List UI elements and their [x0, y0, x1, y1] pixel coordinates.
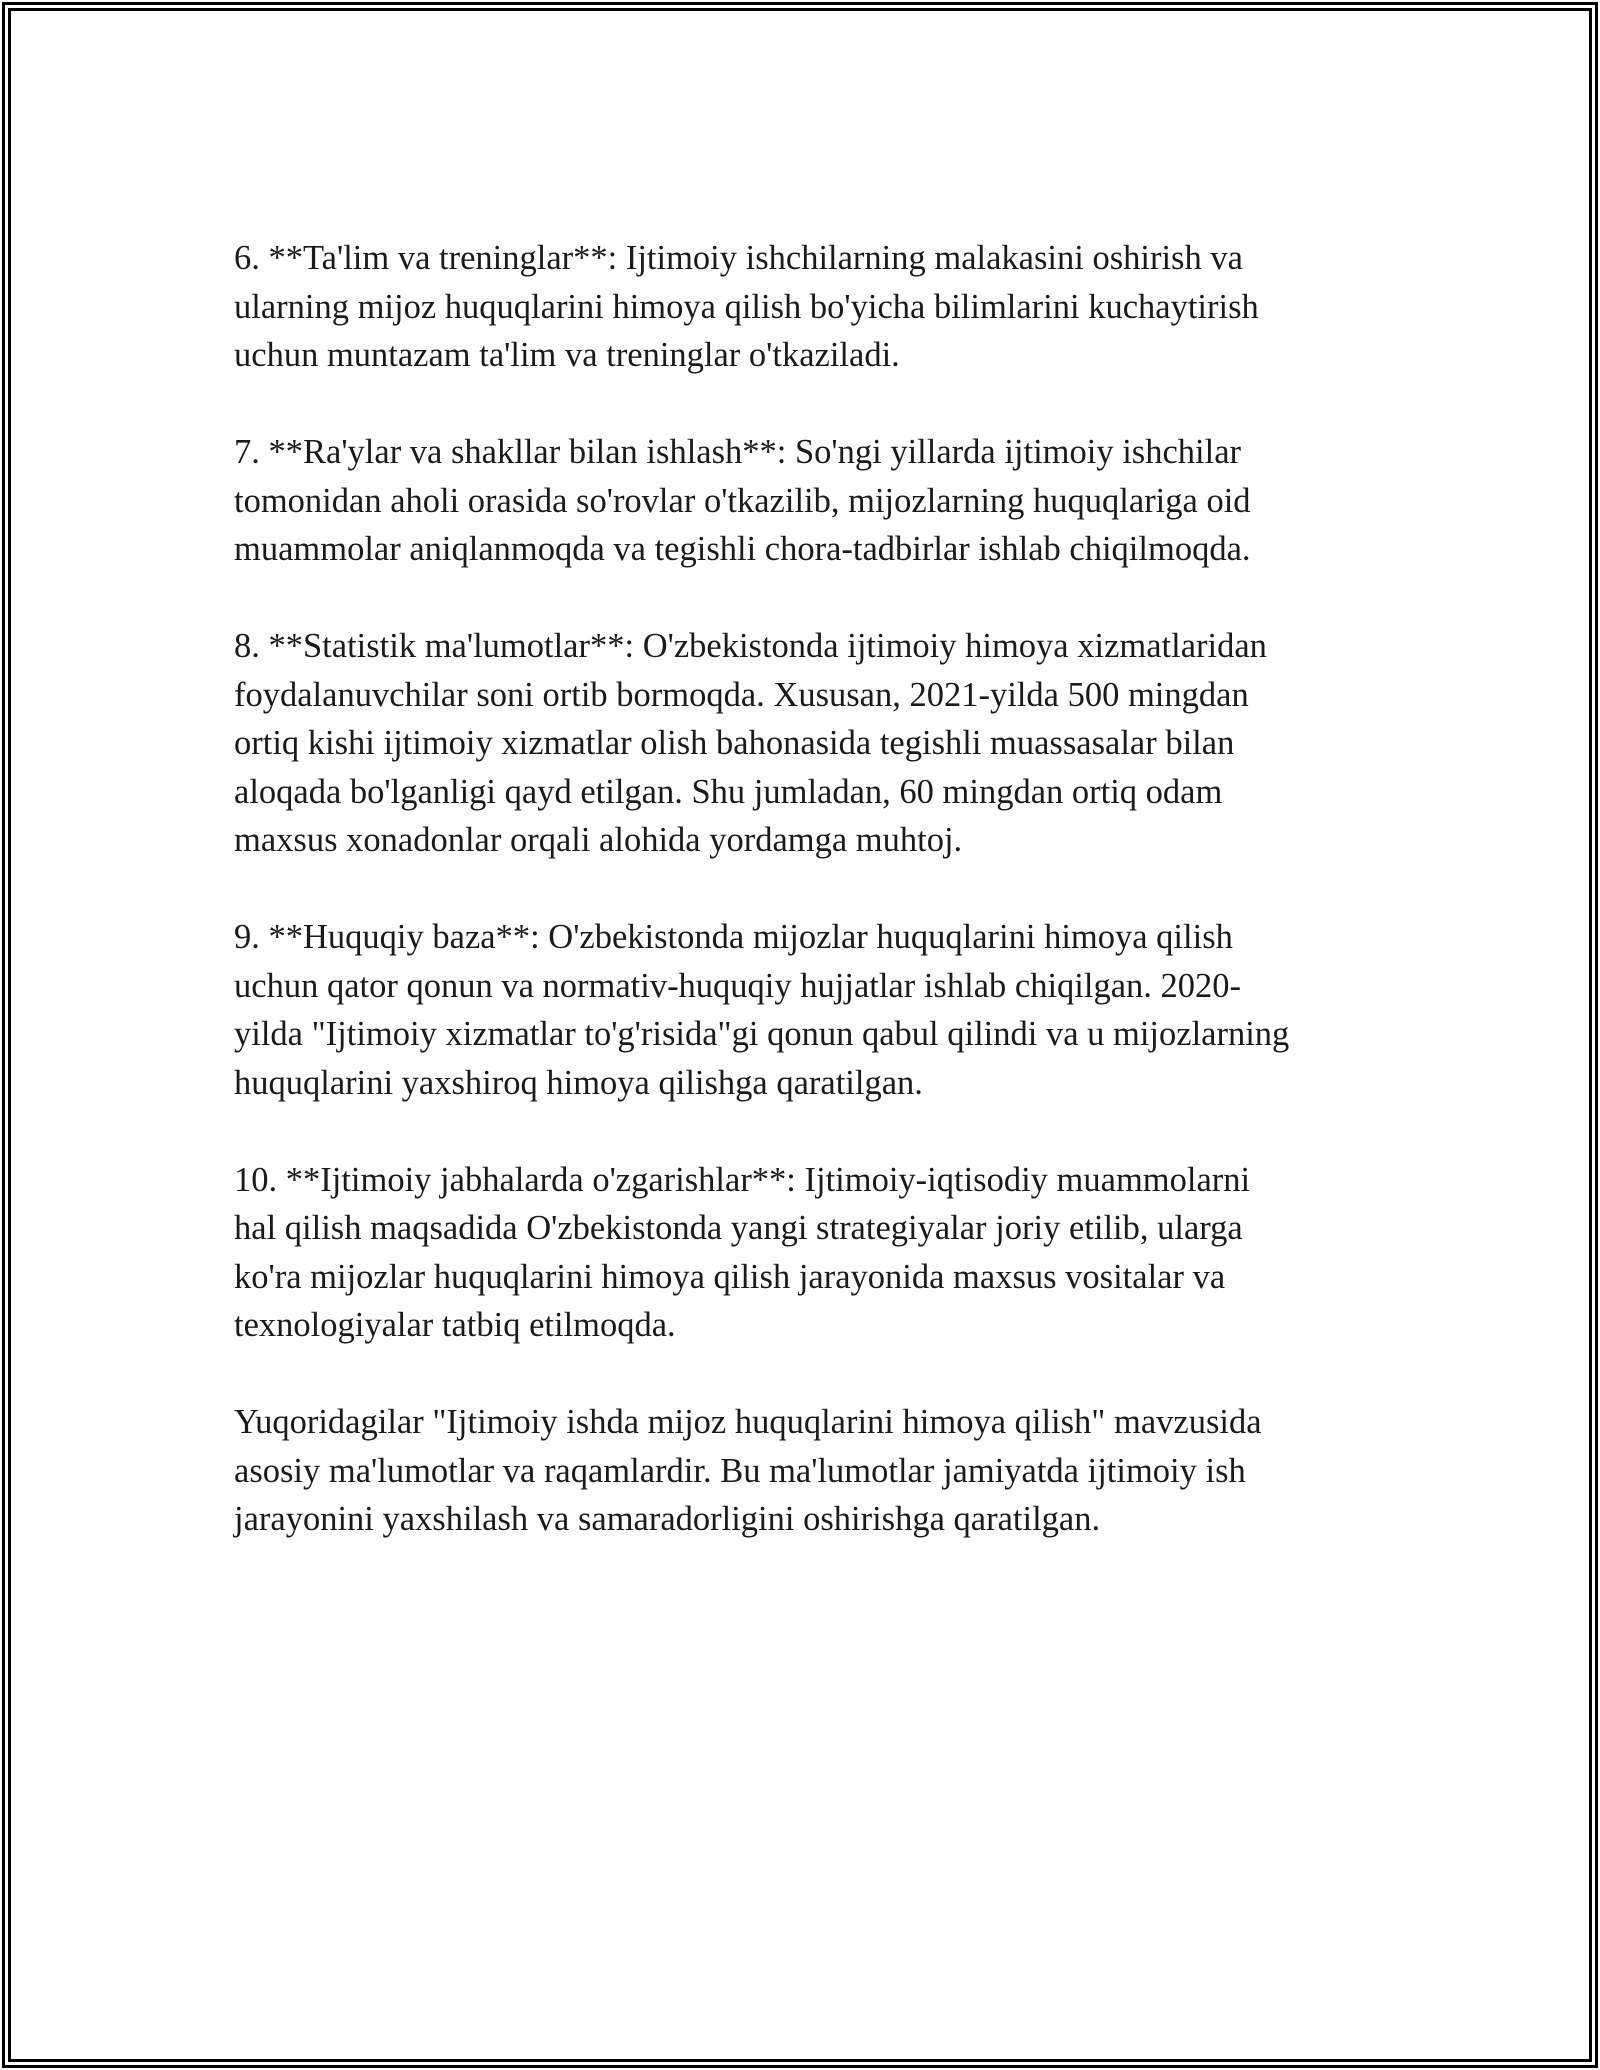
text-line: 6. **Ta'lim va treninglar**: Ijtimoiy ishchilarning malakasini oshirish va [234, 239, 1243, 277]
paragraph-item-7 [234, 428, 1374, 574]
text-line: 7. **Ra'ylar va shakllar bilan ishlash**: So'ngi yillarda ijtimoiy ishchilar [234, 433, 1242, 471]
paragraph-item-8 [234, 622, 1374, 865]
text-line: huquqlarini yaxshiroq himoya qilishga qaratilgan. [234, 1063, 923, 1102]
text-line: hal qilish maqsadida O'zbekistonda yangi strategiyalar joriy etilib, ularga [234, 1209, 1243, 1247]
paragraph-item-10 [234, 1156, 1374, 1350]
text-line: jarayonini yaxshilash va samaradorligini oshirishga qaratilgan. [234, 1500, 1101, 1538]
text-line: asosiy ma'lumotlar va raqamlardir. Bu ma'lumotlar jamiyatda ijtimoiy ish [234, 1451, 1246, 1490]
text-line: ortiq kishi ijtimoiy xizmatlar olish bahonasida tegishli muassasalar bilan [234, 724, 1235, 762]
document-body [234, 234, 1374, 1592]
text-line: muammolar aniqlanmoqda va tegishli chora-tadbirlar ishlab chiqilmoqda. [234, 530, 1251, 568]
text-line: texnologiyalar tatbiq etilmoqda. [234, 1306, 676, 1344]
text-line: foydalanuvchilar soni ortib bormoqda. Xususan, 2021-yilda 500 mingdan [234, 675, 1249, 714]
text-line: yilda "Ijtimoiy xizmatlar to'g'risida"gi qonun qabul qilindi va u mijozlarning [234, 1015, 1290, 1053]
text-line: 9. **Huquqiy baza**: O'zbekistonda mijozlar huquqlarini himoya qilish [234, 918, 1233, 956]
text-line: uchun muntazam ta'lim va treninglar o'tkaziladi. [234, 336, 900, 374]
paragraph-conclusion [234, 1398, 1374, 1544]
text-line: uchun qator qonun va normativ-huquqiy hujjatlar ishlab chiqilgan. 2020- [234, 966, 1242, 1005]
text-line: 10. **Ijtimoiy jabhalarda o'zgarishlar**: Ijtimoiy-iqtisodiy muammolarni [234, 1160, 1251, 1199]
paragraph-item-6 [234, 234, 1374, 380]
text-line: aloqada bo'lganligi qayd etilgan. Shu jumladan, 60 mingdan ortiq odam [234, 772, 1223, 811]
paragraph-item-9 [234, 913, 1374, 1107]
text-line: maxsus xonadonlar orqali alohida yordamga muhtoj. [234, 821, 963, 859]
text-line: 8. **Statistik ma'lumotlar**: O'zbekistonda ijtimoiy himoya xizmatlaridan [234, 627, 1267, 665]
text-line: tomonidan aholi orasida so'rovlar o'tkazilib, mijozlarning huquqlariga oid [234, 481, 1251, 520]
text-line: Yuqoridagilar "Ijtimoiy ishda mijoz huquqlarini himoya qilish" mavzusida [234, 1403, 1262, 1441]
text-line: ularning mijoz huquqlarini himoya qilish bo'yicha bilimlarini kuchaytirish [234, 287, 1259, 326]
text-line: ko'ra mijozlar huquqlarini himoya qilish jarayonida maxsus vositalar va [234, 1257, 1226, 1296]
